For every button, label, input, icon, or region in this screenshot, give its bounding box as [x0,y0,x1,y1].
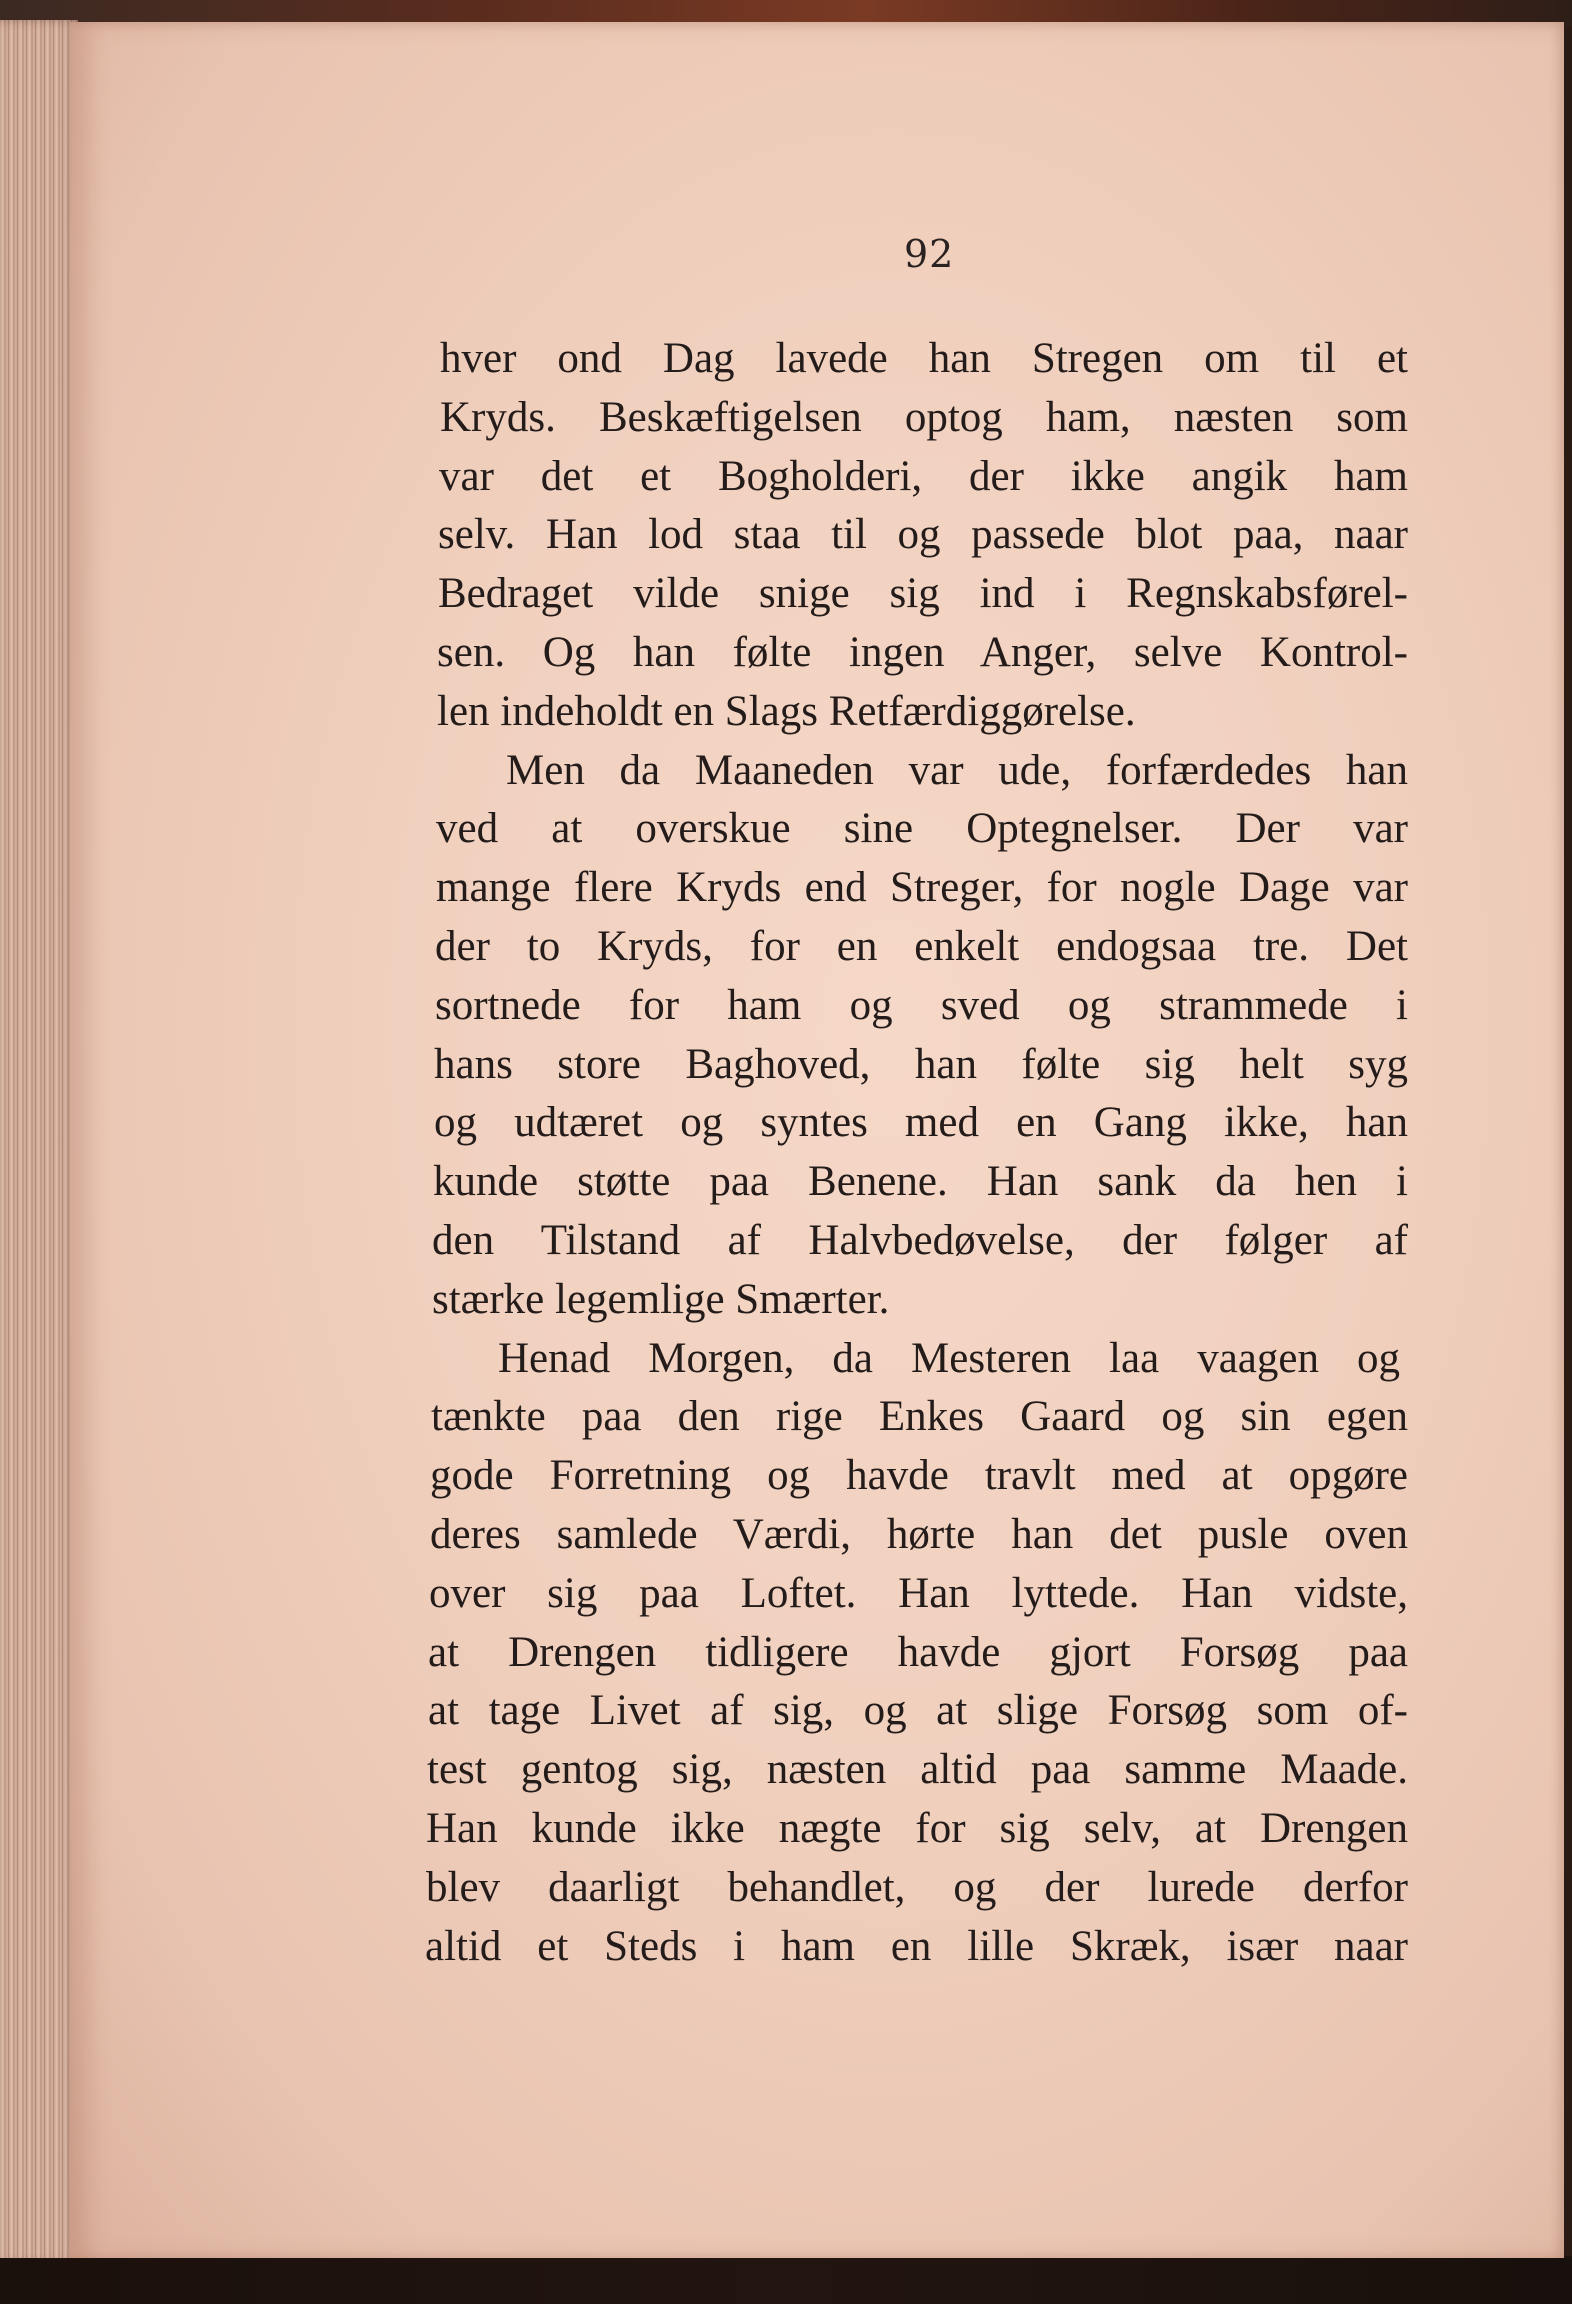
text-line: len indeholdt en Slags Retfærdiggørelse. [437,687,1136,735]
page-edges [0,20,78,2264]
text-line: mange flere Kryds end Streger, for nogle Dage var [436,864,1408,912]
text-line: hans store Baghoved, han følte sig helt syg [434,1040,1408,1088]
text-line: Kryds. Beskæftigelsen optog ham, næsten som [440,393,1408,441]
text-line: stærke legemlige Smærter. [432,1275,890,1323]
text-line: at Drengen tidligere havde gjort Forsøg paa [428,1628,1408,1676]
text-line: sen. Og han følte ingen Anger, selve Kontrol- [437,628,1408,676]
body-text [425,330,1408,1976]
book-bottom-edge [0,2258,1572,2304]
text-line: der to Kryds, for en enkelt endogsaa tre. Det [435,922,1408,970]
text-line: blev daarligt behandlet, og der lurede derfor [426,1863,1408,1911]
text-line: var det et Bogholderi, der ikke angik ham [439,452,1408,500]
text-line: kunde støtte paa Benene. Han sank da hen i [433,1158,1408,1206]
page-number: 92 [904,232,955,276]
text-line: test gentog sig, næsten altid paa samme Maade. [427,1746,1408,1794]
text-line: over sig paa Loftet. Han lyttede. Han vidste, [429,1569,1408,1617]
text-line: Men da Maaneden var ude, forfærdedes han [506,746,1408,794]
text-line: og udtæret og syntes med en Gang ikke, han [434,1099,1408,1147]
text-line: gode Forretning og havde travlt med at opgøre [430,1452,1408,1500]
text-line: ved at overskue sine Optegnelser. Der var [436,805,1408,853]
text-line: sortnede for ham og sved og strammede i [435,981,1408,1029]
text-line: hver ond Dag lavede han Stregen om til et [440,335,1408,382]
text-line: Henad Morgen, da Mesteren laa vaagen og [498,1334,1400,1382]
text-line: Bedraget vilde snige sig ind i Regnskabsførel- [438,570,1408,618]
text-line: deres samlede Værdi, hørte han det pusle oven [430,1510,1408,1558]
text-line: at tage Livet af sig, og at slige Forsøg som of- [428,1687,1408,1735]
text-line: den Tilstand af Halvbedøvelse, der følger af [432,1216,1408,1264]
text-line: altid et Steds i ham en lille Skræk, især naar [425,1922,1408,1970]
text-line: selv. Han lod staa til og passede blot paa, naar [438,511,1408,559]
text-line: tænkte paa den rige Enkes Gaard og sin egen [431,1393,1408,1441]
text-line: Han kunde ikke nægte for sig selv, at Drengen [426,1804,1408,1852]
